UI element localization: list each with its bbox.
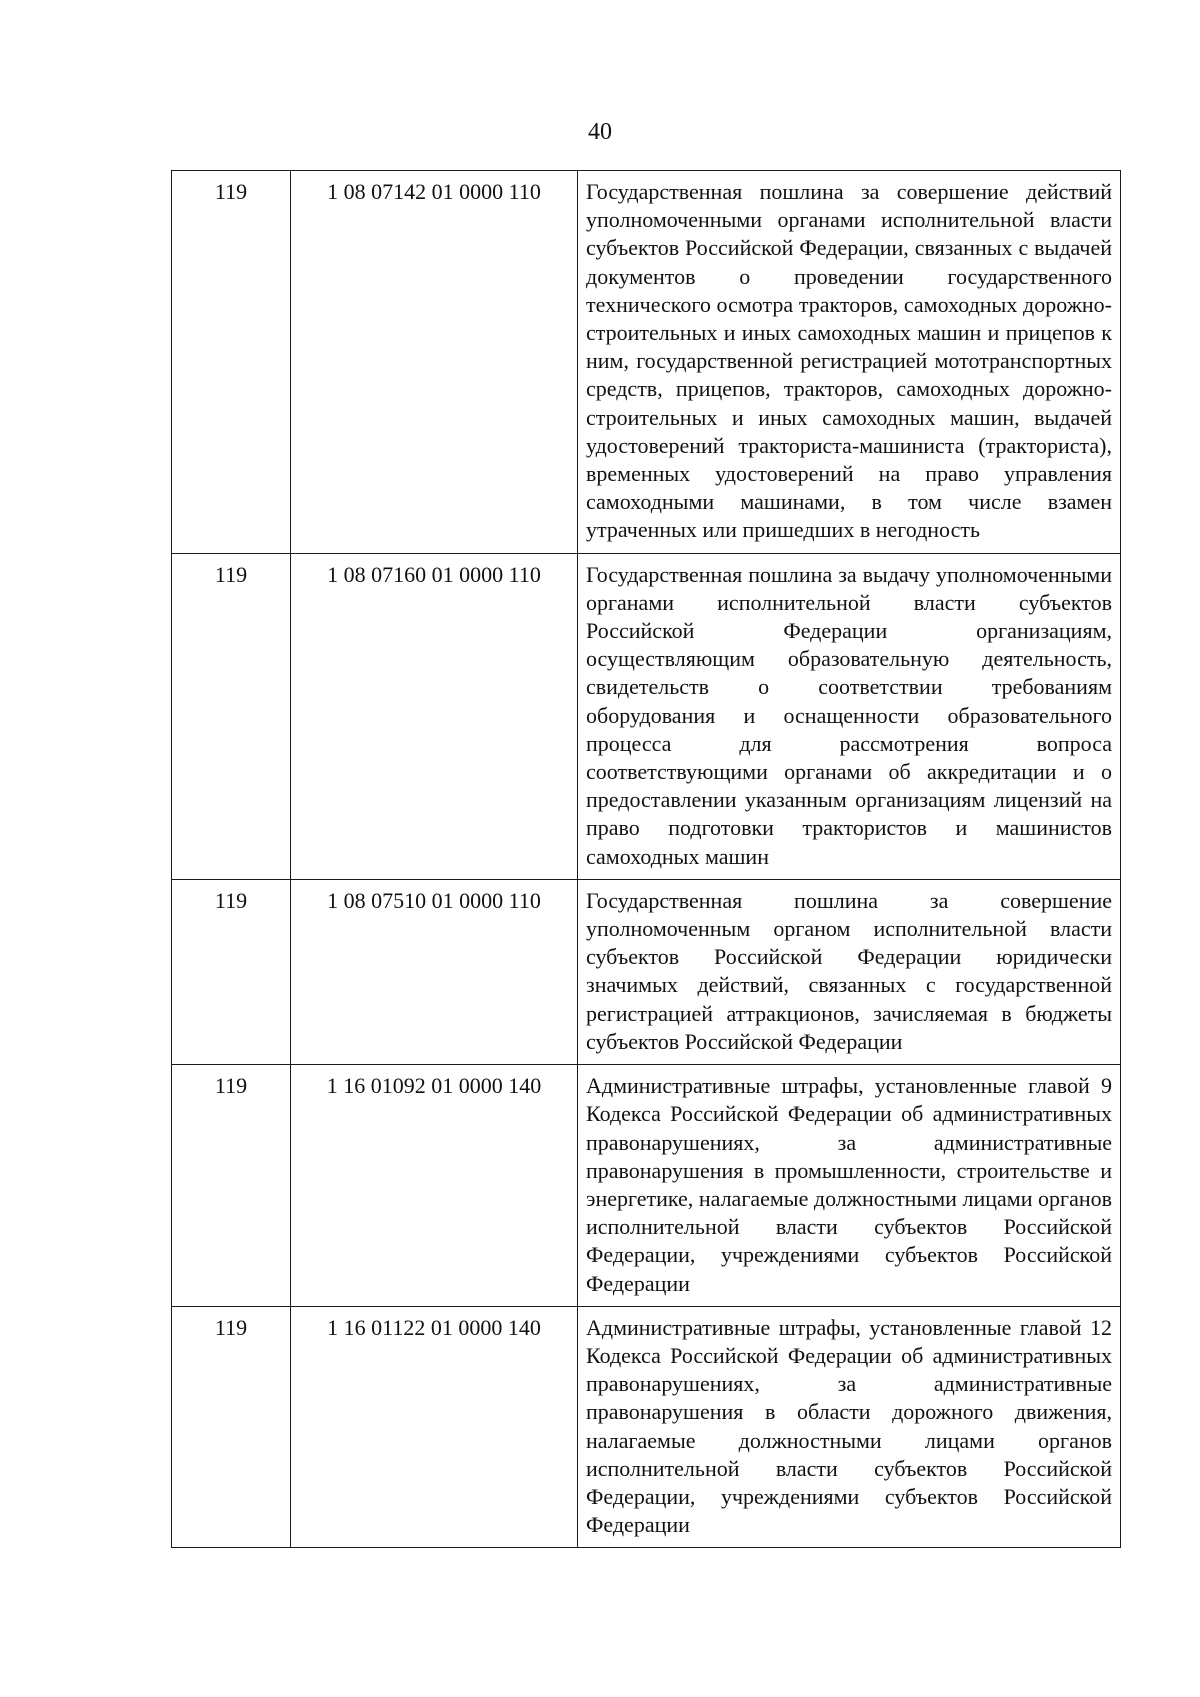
- admin-code-cell: 119: [172, 553, 291, 879]
- admin-code-cell: 119: [172, 171, 291, 554]
- revenue-code-cell: 1 08 07160 01 0000 110: [291, 553, 578, 879]
- table-row: [172, 879, 1121, 1064]
- table-row: [172, 553, 1121, 879]
- revenue-name-cell: Государственная пошлина за совершение действий уполномоченными органами исполнительной власти субъектов Российской Федерации, связанных с выдачей документов о проведении государственного технического осмотра тракторов, самоходных дорожно-строительных и иных самоходных машин и прицепов к ним, государственной регистрацией мототранспортных средств, прицепов, тракторов, самоходных дорожно-строительных и иных самоходных машин, выдачей удостоверений тракториста-машиниста (тракториста), временных удостоверений на право управления самоходными машинами, в том числе взамен утраченных или пришедших в негодность: [578, 171, 1121, 554]
- table-row: [172, 171, 1121, 554]
- admin-code-cell: 119: [172, 879, 291, 1064]
- table-row: [172, 1306, 1121, 1548]
- revenue-code-cell: 1 08 07142 01 0000 110: [291, 171, 578, 554]
- page-number: 40: [588, 119, 612, 145]
- revenue-code-cell: 1 16 01122 01 0000 140: [291, 1306, 578, 1548]
- admin-code-cell: 119: [172, 1065, 291, 1307]
- table-row: [172, 1065, 1121, 1307]
- admin-code-cell: 119: [172, 1306, 291, 1548]
- revenue-code-cell: 1 16 01092 01 0000 140: [291, 1065, 578, 1307]
- revenue-code-cell: 1 08 07510 01 0000 110: [291, 879, 578, 1064]
- revenue-name-cell: Государственная пошлина за выдачу уполномоченными органами исполнительной власти субъектов Российской Федерации организациям, осуществляющим образовательную деятельность, свидетельств о соответствии требованиям оборудования и оснащенности образовательного процесса для рассмотрения вопроса соответствующими органами об аккредитации и о предоставлении указанным организациям лицензий на право подготовки трактористов и машинистов самоходных машин: [578, 553, 1121, 879]
- revenue-name-cell: Государственная пошлина за совершение уполномоченным органом исполнительной власти субъектов Российской Федерации юридически значимых действий, связанных с государственной регистрацией аттракционов, зачисляемая в бюджеты субъектов Российской Федерации: [578, 879, 1121, 1064]
- revenue-code-table: [171, 170, 1121, 1548]
- revenue-name-cell: Административные штрафы, установленные главой 9 Кодекса Российской Федерации об административных правонарушениях, за административные правонарушения в промышленности, строительстве и энергетике, налагаемые должностными лицами органов исполнительной власти субъектов Российской Федерации, учреждениями субъектов Российской Федерации: [578, 1065, 1121, 1307]
- revenue-name-cell: Административные штрафы, установленные главой 12 Кодекса Российской Федерации об административных правонарушениях, за административные правонарушения в области дорожного движения, налагаемые должностными лицами органов исполнительной власти субъектов Российской Федерации, учреждениями субъектов Российской Федерации: [578, 1306, 1121, 1548]
